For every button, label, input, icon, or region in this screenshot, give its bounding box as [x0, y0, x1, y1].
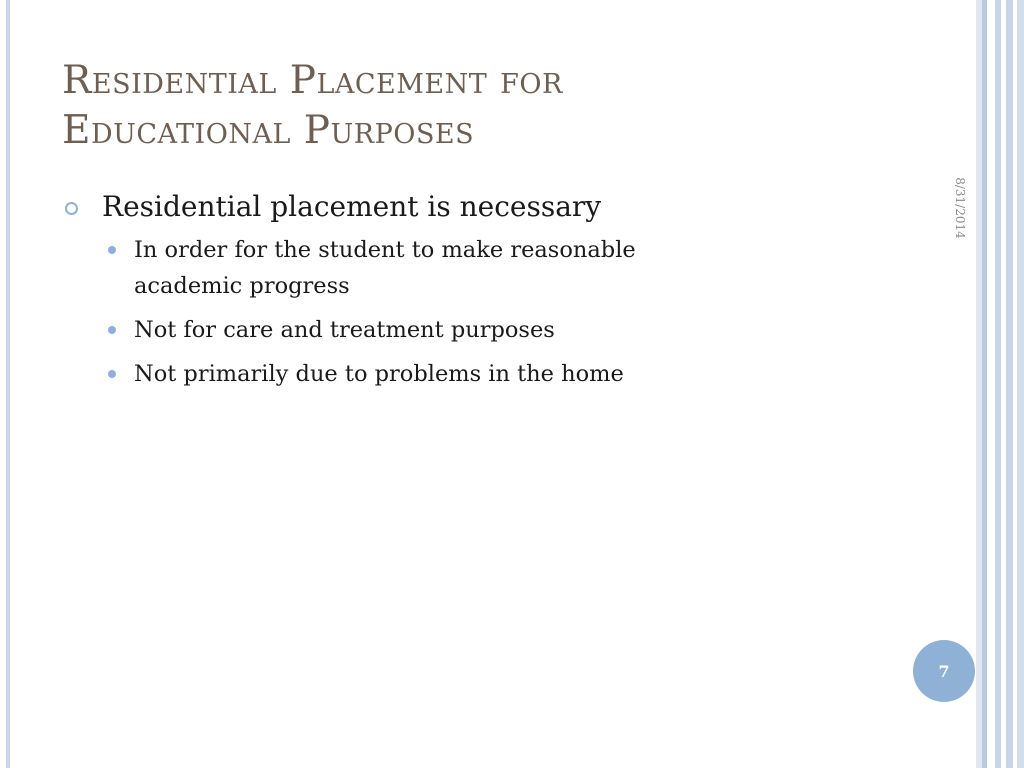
sub-bullet-text: Not for care and treatment purposes — [134, 317, 555, 343]
sub-bullet-text: In order for the student to make reasonable — [134, 237, 636, 263]
sub-bullet-text: academic progress — [134, 273, 350, 299]
sub-bullet-item — [62, 232, 842, 304]
page-number-badge: 7 — [913, 640, 975, 702]
left-border-stripe — [6, 0, 10, 768]
dot-bullet-icon — [108, 246, 116, 254]
sub-bullet-list — [62, 232, 842, 392]
bullet-text: Residential placement is necessary — [102, 190, 602, 223]
right-border-stripe — [1017, 0, 1024, 768]
circle-bullet-icon — [65, 202, 78, 215]
sub-bullet-text: Not primarily due to problems in the home — [134, 361, 624, 387]
bullet-item — [62, 186, 842, 228]
slide-body — [62, 186, 842, 400]
slide-title — [62, 56, 862, 156]
dot-bullet-icon — [108, 326, 116, 334]
dot-bullet-icon — [108, 370, 116, 378]
sub-bullet-item — [62, 312, 842, 348]
right-border-stripe — [987, 0, 995, 768]
sub-bullet-item — [62, 356, 842, 392]
right-border-stripe — [1006, 0, 1013, 768]
slide-title-line: Residential Placement for — [62, 58, 563, 103]
slide-date: 8/31/2014 — [953, 177, 967, 239]
slide-title-line: Educational Purposes — [62, 108, 475, 153]
